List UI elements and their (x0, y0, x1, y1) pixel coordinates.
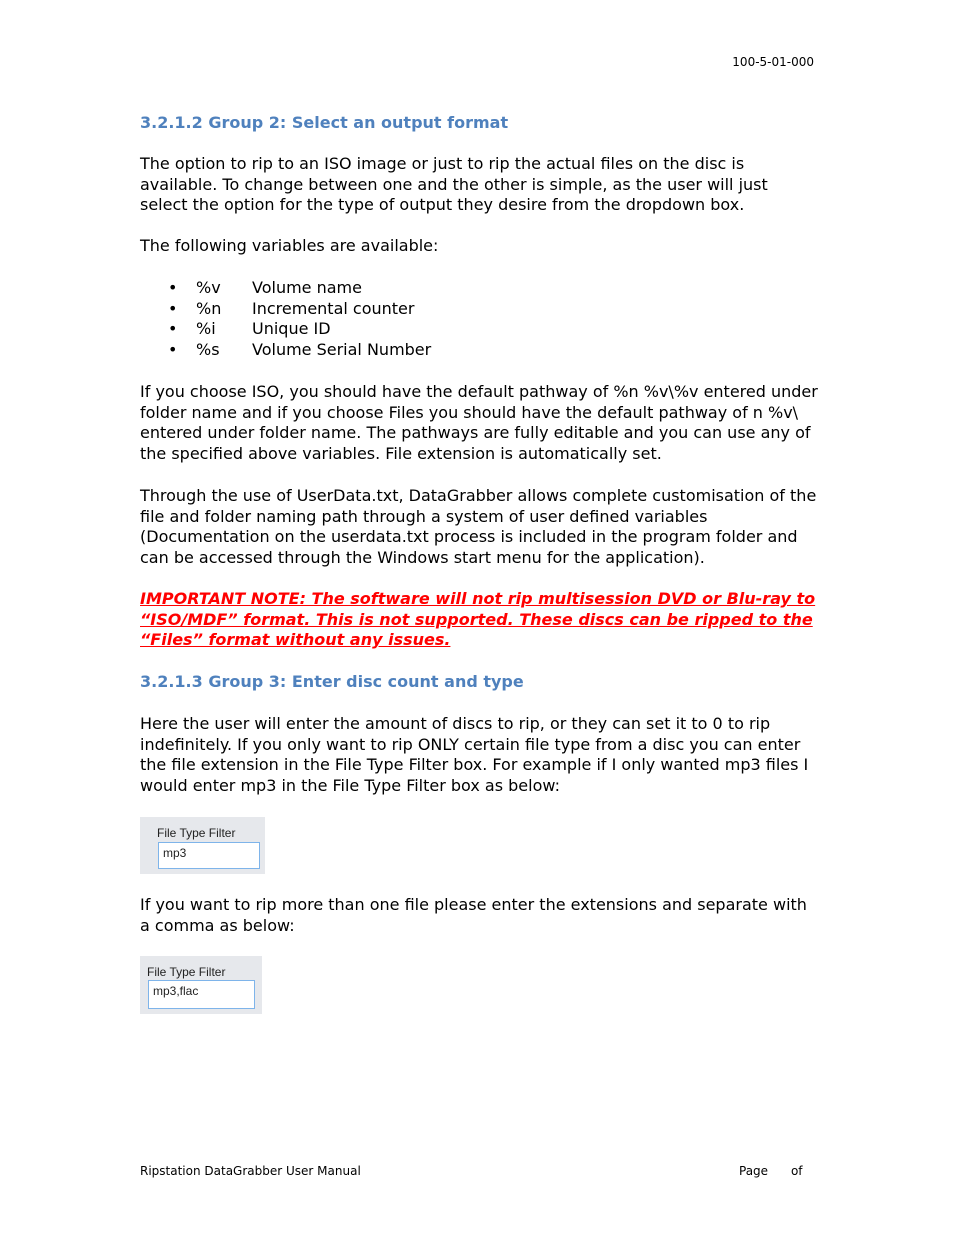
paragraph-disc-count: Here the user will enter the amount of discs to rip, or they can set it to 0 to rip indefinitely. If you only want to rip ONLY certain file type from a disc you can enter the file extension in the File Type Filter box. For example if I only wanted mp3 files I would enter mp3 in the File Type Filter box as below: (140, 714, 809, 796)
variable-description: Volume name (252, 278, 362, 297)
bullet-icon: • (168, 319, 178, 339)
file-type-filter-label: File Type Filter (157, 826, 236, 840)
file-type-filter-example-single (140, 817, 265, 874)
paragraph-default-pathway: If you choose ISO, you should have the default pathway of %n %v\%v entered under folder name and if you choose Files you should have the default pathway of n %v\ entered under folder name. The pathways are fully editable and you can use any of the specified above variables. File extension is automatically set. (140, 382, 818, 464)
footer-page-number (739, 1164, 803, 1178)
variable-description: Incremental counter (252, 298, 415, 318)
variable-code: %s (196, 340, 220, 360)
footer-manual-title: Ripstation DataGrabber User Manual (140, 1164, 361, 1178)
file-type-filter-input[interactable]: mp3 (158, 842, 260, 869)
paragraph-userdata: Through the use of UserData.txt, DataGrabber allows complete customisation of the file and folder naming path through a system of user defined variables (Documentation on the userdata.txt process is included in the program folder and can be accessed through the Windows start menu for the application). (140, 486, 817, 568)
variable-description: Unique ID (252, 319, 331, 339)
section-heading-group-2: 3.2.1.2 Group 2: Select an output format (140, 113, 509, 132)
document-number: 100-5-01-000 (732, 55, 814, 69)
variable-code: %i (196, 319, 216, 339)
bullet-icon: • (168, 278, 178, 297)
footer-page-label: Page (739, 1164, 769, 1178)
file-type-filter-input[interactable]: mp3,flac (148, 980, 255, 1009)
footer-of-label: of (790, 1164, 803, 1178)
paragraph-multiple-extensions: If you want to rip more than one file please enter the extensions and separate with a comma as below: (140, 895, 807, 935)
paragraph-variables-intro: The following variables are available: (140, 236, 439, 255)
file-type-filter-example-multiple (140, 956, 262, 1014)
bullet-icon: • (168, 298, 178, 318)
important-note: IMPORTANT NOTE: The software will not rip multisession DVD or Blu-ray to “ISO/MDF” format. This is not supported. These discs can be ripped to the “Files” format without any issues. (140, 589, 816, 650)
variable-code: %v (196, 278, 221, 297)
file-type-filter-label: File Type Filter (147, 965, 226, 979)
variable-description: Volume Serial Number (252, 340, 432, 360)
section-heading-group-3: 3.2.1.3 Group 3: Enter disc count and type (140, 672, 524, 691)
bullet-icon: • (168, 340, 178, 360)
variable-code: %n (196, 298, 222, 318)
paragraph-output-option: The option to rip to an ISO image or just to rip the actual files on the disc is available. To change between one and the other is simple, as the user will just select the option for the type of output they desire from the dropdown box. (140, 154, 768, 215)
